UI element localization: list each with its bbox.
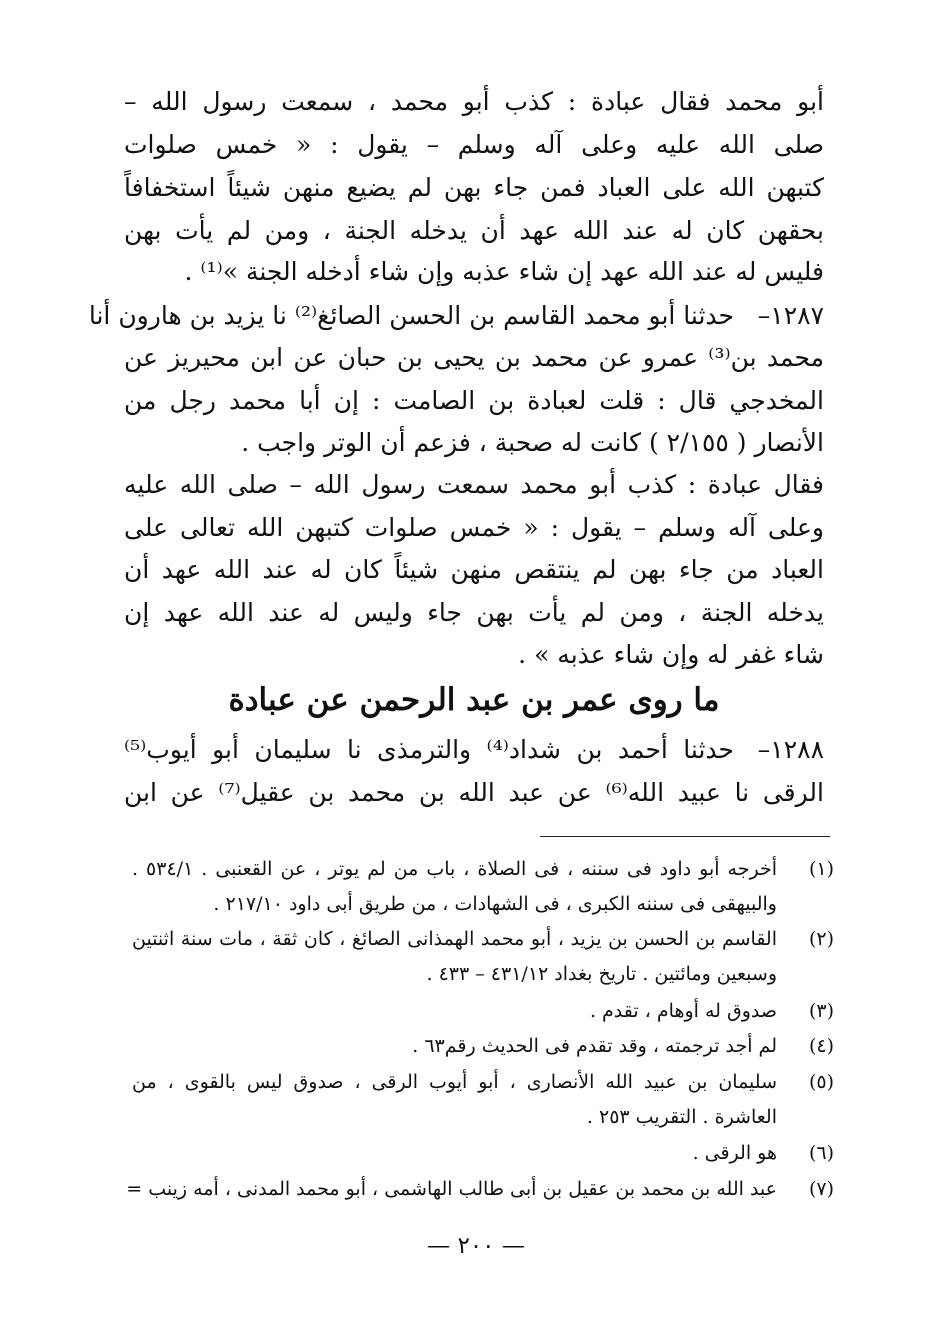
page-number: — ٢٠٠ — — [427, 1233, 525, 1259]
footnote-line: هو الرقى . — [692, 1142, 777, 1164]
footnote-line: سليمان بن عبيد الله الأنصارى ، أبو أيوب الرقى ، صدوق ليس بالقوى ، من — [132, 1071, 777, 1093]
footnote-number: (١) — [808, 858, 834, 880]
footnote-rule — [540, 836, 830, 837]
hadith-line: الأنصار ( ٢/١٥٥ ) كانت له صحبة ، فزعم أن الوتر واجب . — [241, 428, 824, 457]
footnote-number: (٥) — [808, 1071, 834, 1093]
hadith-line: فقال عبادة : كذب أبو محمد سمعت رسول الله – صلى الله عليه — [124, 470, 824, 499]
footnote-number: (٢) — [808, 928, 834, 950]
hadith-line: محمد بن⁽³⁾ عمرو عن محمد بن يحيى بن حبان عن ابن محيريز عن — [124, 343, 824, 372]
hadith-number: ١٢٨٧– — [757, 301, 824, 330]
footnote-line: والبيهقى فى سننه الكبرى ، فى الشهادات ، من طريق أبى داود ٢١٧/١٠ . — [213, 893, 777, 915]
footnote-line: القاسم بن الحسن بن يزيد ، أبو محمد الهمذانى الصائغ ، كان ثقة ، مات سنة اثنتين — [132, 928, 777, 950]
footnote-line: أخرجه أبو داود فى سننه ، فى الصلاة ، باب من لم يوتر ، عن القعنبى . ٥٣٤/١ . — [132, 858, 777, 880]
body-line: صلى الله عليه وعلى آله وسلم – يقول : « خمس صلوات — [124, 130, 824, 159]
footnote-number: (٦) — [808, 1142, 834, 1164]
hadith-line: العباد من جاء بهن لم ينتقص منهن شيئاً كان له عند الله عهد أن — [124, 555, 824, 584]
body-line: أبو محمد فقال عبادة : كذب أبو محمد ، سمعت رسول الله – — [124, 87, 824, 116]
hadith-line: شاء غفر له وإن شاء عذبه » . — [518, 640, 824, 669]
hadith-line: حدثنا أحمد بن شداد⁽⁴⁾ والترمذى نا سليمان أبو أيوب⁽⁵⁾ — [124, 735, 735, 764]
hadith-line: المخدجي قال : قلت لعبادة بن الصامت : إن أبا محمد رجل من — [124, 386, 824, 415]
footnote-line: لم أجد ترجمته ، وقد تقدم فى الحديث رقم٦٣ . — [412, 1035, 777, 1057]
hadith-line: الرقى نا عبيد الله⁽⁶⁾ عن عبد الله بن محمد بن عقيل⁽⁷⁾ عن ابن — [124, 778, 824, 807]
footnote-number: (٧) — [808, 1178, 834, 1200]
footnote-line: صدوق له أوهام ، تقدم . — [589, 1000, 777, 1022]
hadith-line: وعلى آله وسلم – يقول : « خمس صلوات كتبهن الله تعالى على — [124, 513, 824, 542]
body-line: كتبهن الله على العباد فمن جاء بهن لم يضيع منهن شيئاً استخفافاً — [124, 173, 824, 202]
footnote-line: وسبعين ومائتين . تاريخ بغداد ٤٣١/١٢ – ٤٣٣ . — [426, 963, 777, 985]
footnote-line: العاشرة . التقريب ٢٥٣ . — [586, 1106, 777, 1128]
body-line: بحقهن كان له عند الله عهد أن يدخله الجنة ، ومن لم يأت بهن — [124, 216, 824, 245]
hadith-line: يدخله الجنة ، ومن لم يأت بهن جاء وليس له عند الله عهد إن — [124, 598, 824, 627]
hadith-number: ١٢٨٨– — [757, 735, 824, 764]
hadith-line: حدثنا أبو محمد القاسم بن الحسن الصائغ⁽²⁾ نا يزيد بن هارون أنا — [88, 301, 734, 330]
footnote-number: (٤) — [808, 1035, 834, 1057]
body-line: فليس له عند الله عهد إن شاء عذبه وإن شاء أدخله الجنة »⁽¹⁾ . — [184, 257, 824, 286]
section-heading: ما روى عمر بن عبد الرحمن عن عبادة — [228, 682, 720, 718]
footnote-line: عبد الله بن محمد بن عقيل بن أبى طالب الهاشمى ، أبو محمد المدنى ، أمه زينب = — [126, 1178, 777, 1200]
footnote-number: (٣) — [808, 1000, 834, 1022]
